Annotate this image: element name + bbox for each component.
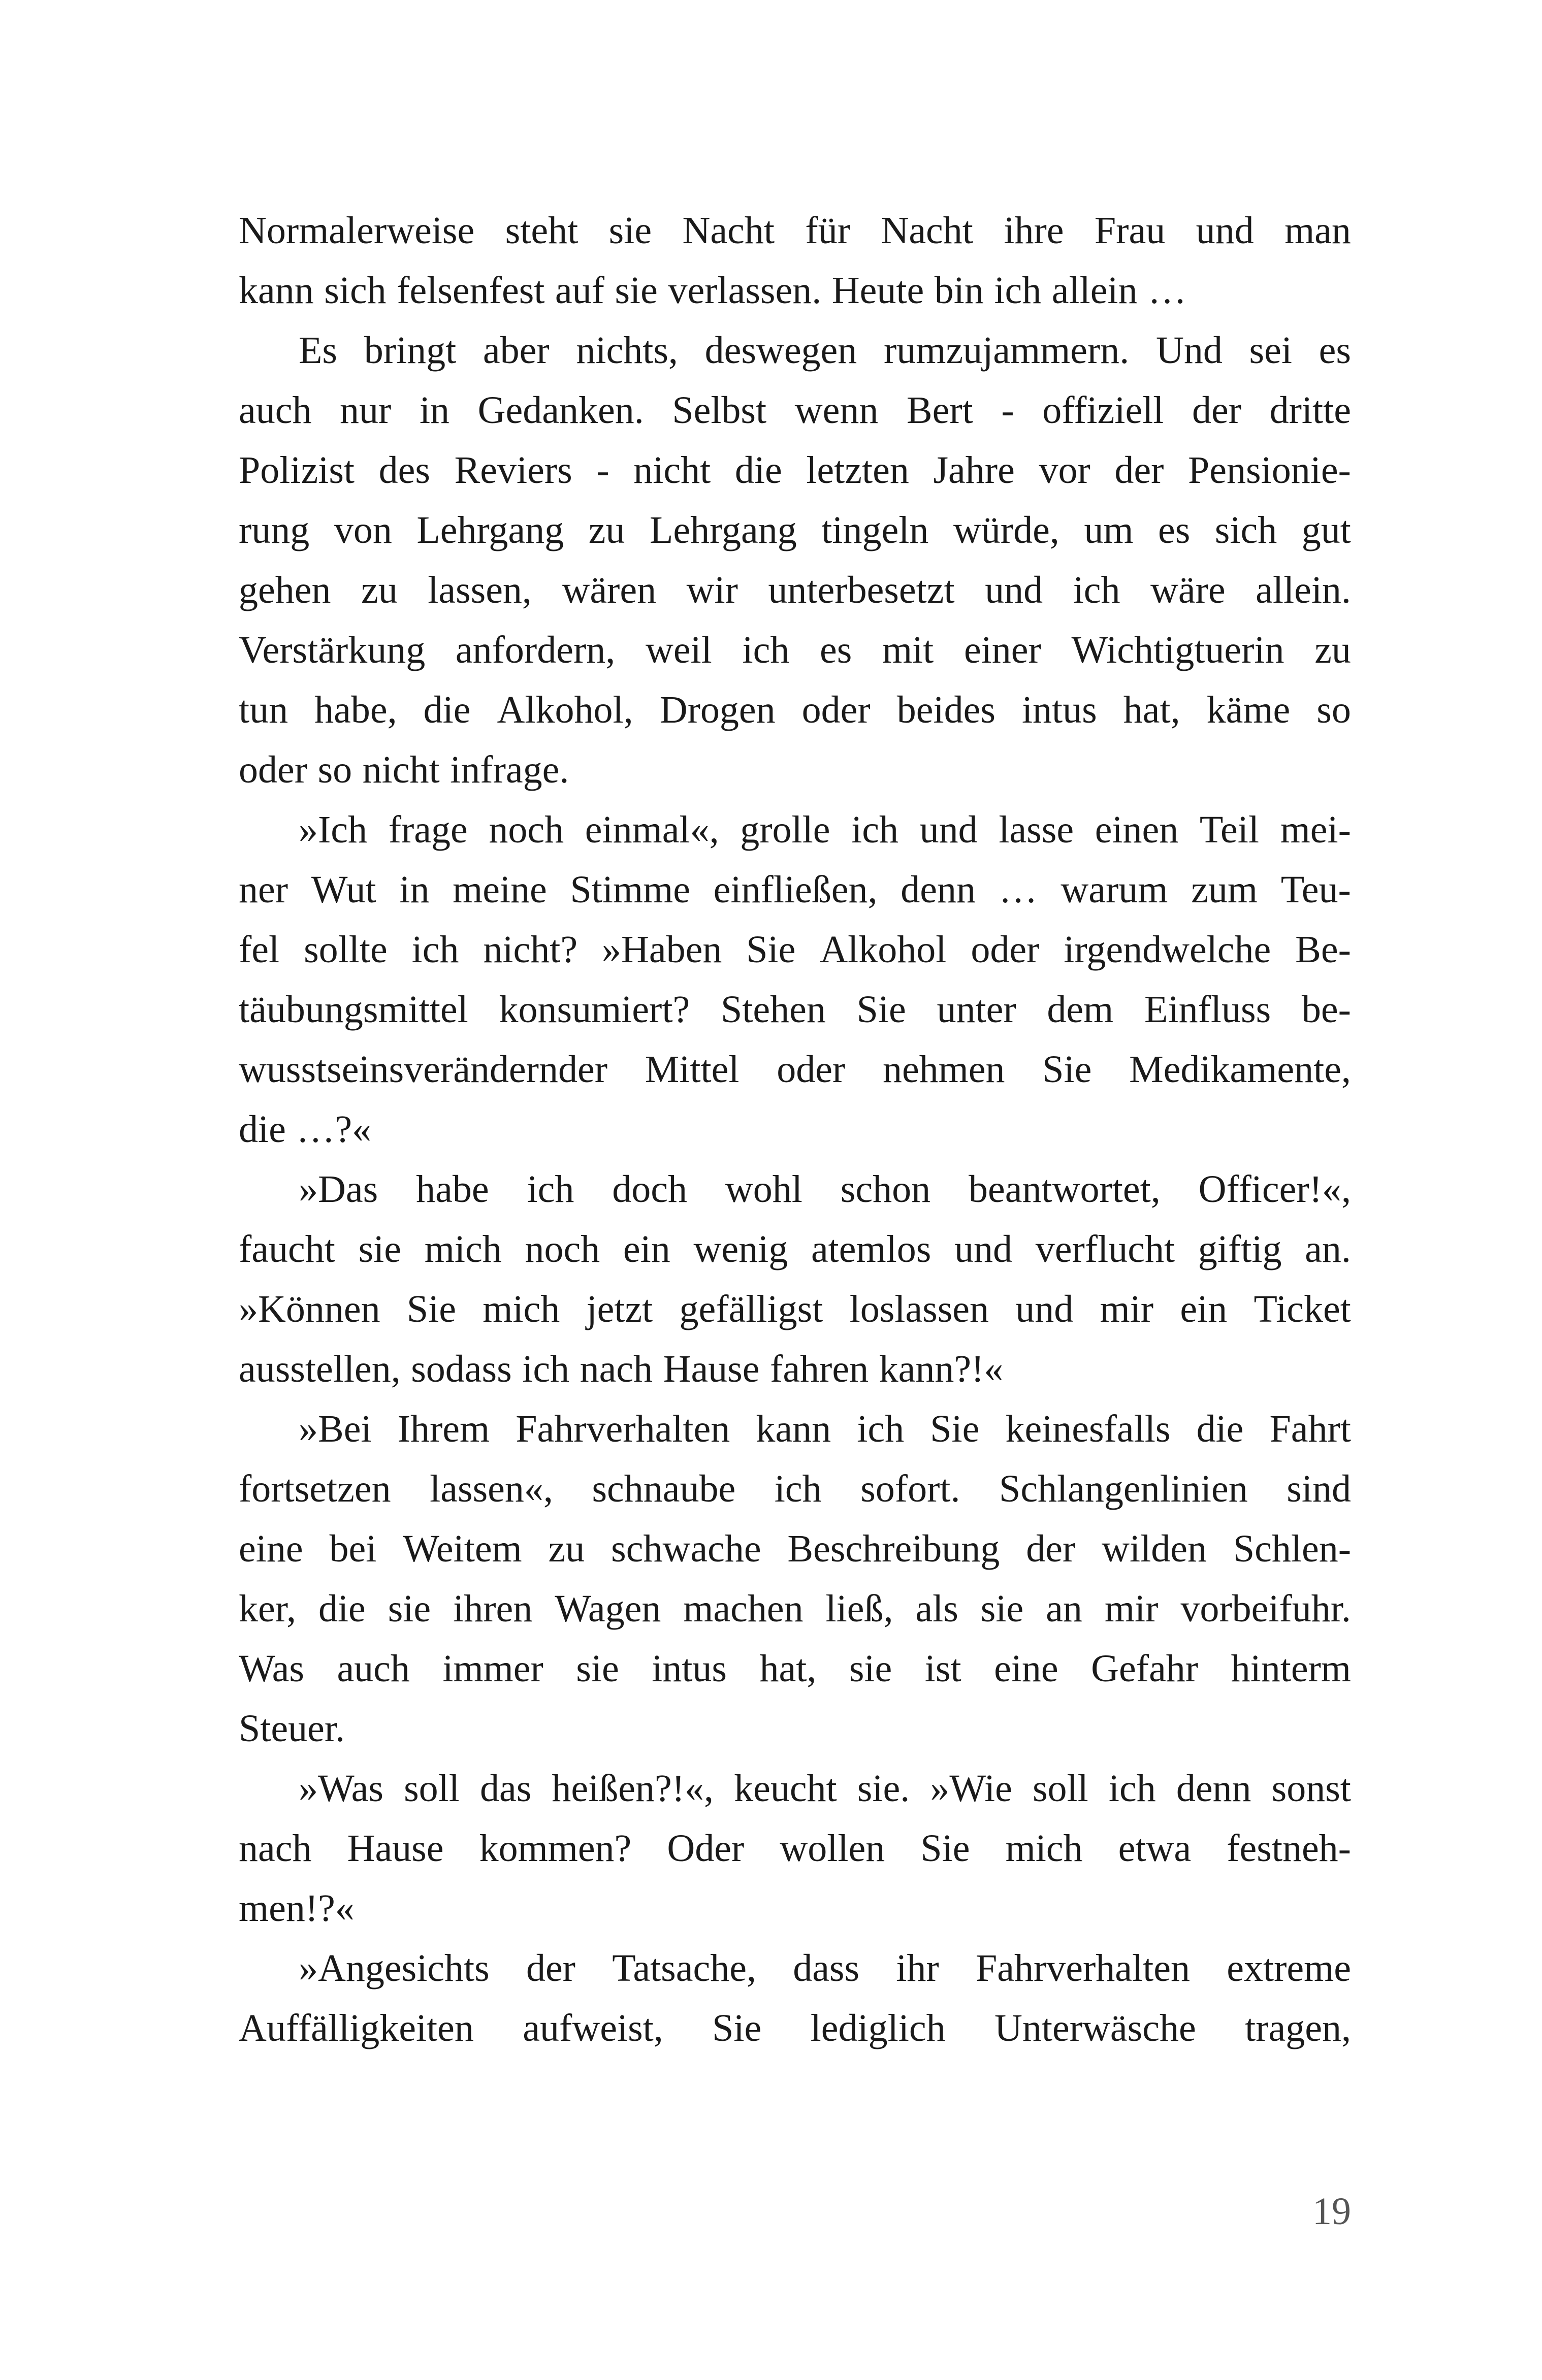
text-line: die …?« (239, 1108, 372, 1151)
text-line: wusstseinsverändernder Mittel oder nehmen Sie Medikamente, (239, 1048, 1351, 1091)
page-number: 19 (1312, 2190, 1351, 2233)
text-line: nach Hause kommen? Oder wollen Sie mich etwa festneh- (239, 1827, 1351, 1870)
text-line: Steuer. (239, 1707, 345, 1750)
text-line: Verstärkung anfordern, weil ich es mit einer Wichtigtuerin zu (239, 629, 1351, 671)
text-line: rung von Lehrgang zu Lehrgang tingeln würde, um es sich gut (239, 509, 1351, 551)
paragraph (239, 1758, 1351, 1938)
text-line: »Angesichts der Tatsache, dass ihr Fahrverhalten extreme (299, 1947, 1351, 1990)
text-line: »Bei Ihrem Fahrverhalten kann ich Sie keinesfalls die Fahrt (299, 1408, 1351, 1450)
paragraph (239, 1938, 1351, 2058)
text-line: eine bei Weitem zu schwache Beschreibung der wilden Schlen- (239, 1527, 1351, 1570)
text-line: ker, die sie ihren Wagen machen ließ, als sie an mir vorbeifuhr. (239, 1587, 1351, 1630)
body-text (239, 201, 1351, 2058)
text-line: Was auch immer sie intus hat, sie ist eine Gefahr hinterm (239, 1647, 1351, 1690)
text-line: kann sich felsenfest auf sie verlassen. Heute bin ich allein … (239, 269, 1187, 312)
text-line: Polizist des Reviers - nicht die letzten Jahre vor der Pensionie- (239, 449, 1351, 492)
text-line: men!?« (239, 1887, 355, 1930)
paragraph (239, 320, 1351, 800)
text-line: ausstellen, sodass ich nach Hause fahren kann?!« (239, 1348, 1004, 1390)
text-line: tun habe, die Alkohol, Drogen oder beides intus hat, käme so (239, 689, 1351, 731)
text-line: täubungsmittel konsumiert? Stehen Sie unter dem Einfluss be- (239, 988, 1351, 1031)
text-line: fel sollte ich nicht? »Haben Sie Alkohol oder irgendwelche Be- (239, 928, 1351, 971)
text-line: »Ich frage noch einmal«, grolle ich und lasse einen Teil mei- (299, 808, 1351, 851)
text-line: faucht sie mich noch ein wenig atemlos und verflucht giftig an. (239, 1228, 1351, 1270)
text-line: Es bringt aber nichts, deswegen rumzujammern. Und sei es (299, 329, 1351, 372)
text-line: Auffälligkeiten aufweist, Sie lediglich Unterwäsche tragen, (239, 2007, 1351, 2049)
text-line: gehen zu lassen, wären wir unterbesetzt und ich wäre allein. (239, 569, 1351, 611)
text-line: »Das habe ich doch wohl schon beantwortet, Officer!«, (299, 1168, 1351, 1211)
paragraph (239, 1159, 1351, 1399)
text-line: Normalerweise steht sie Nacht für Nacht ihre Frau und man (239, 209, 1351, 252)
text-line: ner Wut in meine Stimme einfließen, denn … warum zum Teu- (239, 868, 1351, 911)
text-line: »Was soll das heißen?!«, keucht sie. »Wie soll ich denn sonst (299, 1767, 1351, 1810)
text-line: oder so nicht infrage. (239, 748, 569, 791)
text-line: fortsetzen lassen«, schnaube ich sofort. Schlangenlinien sind (239, 1468, 1351, 1510)
text-line: auch nur in Gedanken. Selbst wenn Bert - offiziell der dritte (239, 389, 1351, 432)
paragraph (239, 800, 1351, 1159)
paragraph (239, 201, 1351, 320)
paragraph (239, 1399, 1351, 1758)
text-line: »Können Sie mich jetzt gefälligst loslassen und mir ein Ticket (239, 1288, 1351, 1330)
